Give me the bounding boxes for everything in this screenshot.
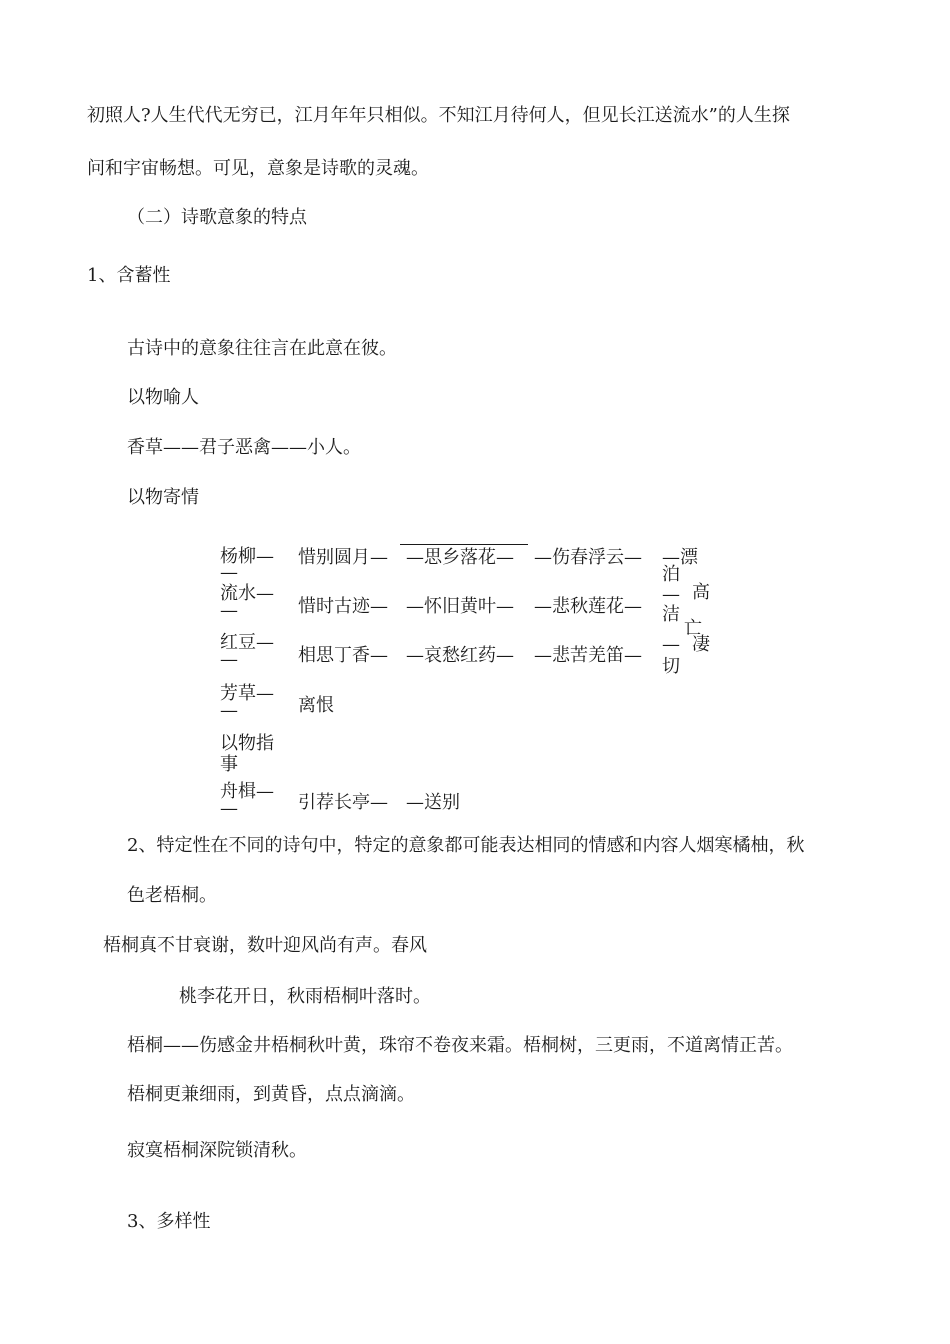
- table-cell: 亡: [684, 618, 702, 639]
- paragraph-line: 初照人?人生代代无穷已，江月年年只相似。不知江月待何人，但见长江送流水”的人生探: [87, 105, 790, 126]
- subheading: 以物寄情: [127, 487, 199, 508]
- table-cell: 舟楫—: [220, 781, 274, 802]
- table-cell: —: [220, 700, 238, 721]
- table-cell: 离恨: [298, 695, 334, 716]
- table-cell: 泊: [662, 564, 680, 585]
- paragraph-line: 梧桐真不甘衰谢，数叶迎风尚有声。春风: [103, 935, 427, 956]
- table-cell: 杨柳—: [220, 546, 274, 567]
- table-cell: 引荐长亭—: [298, 792, 388, 813]
- table-cell: —怀旧黄叶—: [406, 596, 514, 617]
- paragraph-line: 问和宇宙畅想。可见，意象是诗歌的灵魂。: [87, 158, 429, 179]
- subheading: 以物喻人: [127, 387, 199, 408]
- table-cell: —: [220, 649, 238, 670]
- table-cell: —悲苦羌笛—: [534, 645, 642, 666]
- table-cell: 洁: [662, 604, 680, 625]
- table-cell: —: [220, 600, 238, 621]
- table-cell: 相思丁香—: [298, 645, 388, 666]
- table-cell: —伤春浮云—: [534, 547, 642, 568]
- item-heading: 1、含蓄性: [87, 265, 171, 286]
- table-cell: —送别: [406, 792, 460, 813]
- table-cell: 芳草—: [220, 683, 274, 704]
- table-cell: —漂: [662, 547, 698, 568]
- table-cell: 惜时古迹—: [298, 596, 388, 617]
- table-cell: —: [220, 798, 238, 819]
- paragraph-line: 寂寞梧桐深院锁清秋。: [127, 1140, 307, 1161]
- table-cell: —思乡落花—: [406, 547, 514, 568]
- table-cell: —: [220, 562, 238, 583]
- table-cell: 凄: [692, 634, 710, 655]
- table-cell: 以物指: [220, 733, 274, 754]
- table-cell: —: [662, 584, 680, 605]
- table-cell: —哀愁红药—: [406, 645, 514, 666]
- paragraph-line: 桃李花开日，秋雨梧桐叶落时。: [179, 986, 431, 1007]
- paragraph-line: 古诗中的意象往往言在此意在彼。: [127, 338, 397, 359]
- table-cell: 高: [692, 582, 710, 603]
- table-cell: 事: [220, 754, 238, 775]
- paragraph-line: 香草——君子恶禽——小人。: [127, 437, 361, 458]
- paragraph-line: 2、特定性在不同的诗句中，特定的意象都可能表达相同的情感和内容人烟寒橘柚，秋: [127, 835, 805, 856]
- table-cell: —: [662, 634, 680, 655]
- section-heading: （二）诗歌意象的特点: [127, 207, 307, 228]
- paragraph-line: 梧桐更兼细雨，到黄昏，点点滴滴。: [127, 1084, 415, 1105]
- item-heading: 3、多样性: [127, 1211, 211, 1232]
- table-cell: 红豆—: [220, 632, 274, 653]
- table-cell: 惜别圆月—: [298, 547, 388, 568]
- table-rule: [400, 544, 528, 545]
- table-cell: 切: [662, 656, 680, 677]
- paragraph-line: 色老梧桐。: [127, 885, 217, 906]
- paragraph-line: 梧桐——伤感金井梧桐秋叶黄，珠帘不卷夜来霜。梧桐树，三更雨，不道离情正苦。: [127, 1035, 793, 1056]
- table-cell: —悲秋莲花—: [534, 596, 642, 617]
- table-cell: 流水—: [220, 583, 274, 604]
